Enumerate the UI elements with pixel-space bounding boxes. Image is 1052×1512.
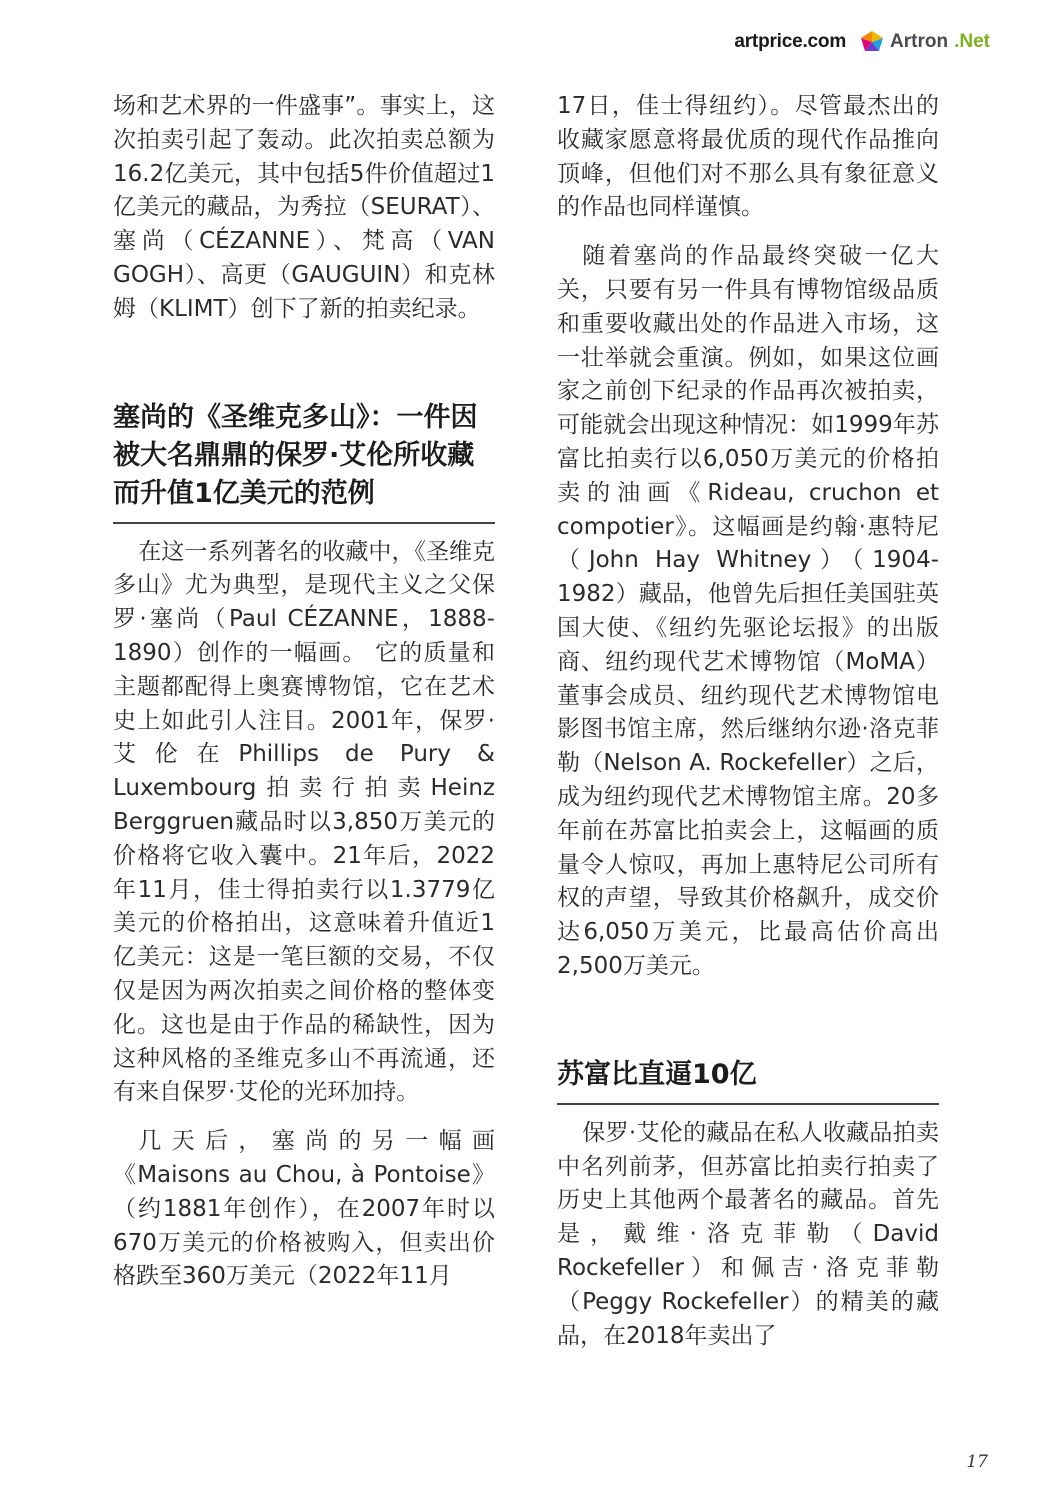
- right-column: [557, 90, 939, 1353]
- left-paragraph-1: 场和艺术界的一件盛事”。事实上，这次拍卖引起了轰动。此次拍卖总额为16.2亿美元，其中包括5件价值超过1亿美元的藏品，为秀拉（SEURAT）、塞尚（CÉZANNE）、梵高（VAN GOGH）、高更（GAUGUIN）和克林姆（KLIMT）创下了新的拍卖纪录。: [113, 93, 495, 322]
- header-logos: [734, 30, 990, 54]
- artron-logo: [860, 30, 990, 54]
- right-section-heading: 苏富比直逼10亿: [557, 1056, 939, 1105]
- artron-mark-icon: [860, 30, 884, 54]
- right-paragraph-2: 随着塞尚的作品最终突破一亿大关，只要有另一件具有博物馆级品质和重要收藏出处的作品进入市场，这一壮举就会重演。例如，如果这位画家之前创下纪录的作品再次被拍卖，可能就会出现这种情况：如1999年苏富比拍卖行以6,050万美元的价格拍卖的油画《Rideau, cruchon et compotier》。这幅画是约翰·惠特尼（John Hay Whitney）（1904-1982）藏品，他曾先后担任美国驻英国大使、《纽约先驱论坛报》的出版商、纽约现代艺术博物馆（MoMA）董事会成员、纽约现代艺术博物馆电影图书馆主席，然后继纳尔逊·洛克菲勒（Nelson A. Rockefeller）之后，成为纽约现代艺术博物馆主席。20多年前在苏富比拍卖会上，这幅画的质量令人惊叹，再加上惠特尼公司所有权的声望，导致其价格飙升，成交价达6,050万美元，比最高估价高出2,500万美元。: [557, 243, 939, 979]
- right-paragraph-1: 17日，佳士得纽约）。尽管最杰出的收藏家愿意将最优质的现代作品推向顶峰，但他们对不那么具有象征意义的作品也同样谨慎。: [557, 93, 939, 221]
- left-section-heading: 塞尚的《圣维克多山》：一件因被大名鼎鼎的保罗·艾伦所收藏而升值1亿美元的范例: [113, 399, 495, 524]
- artprice-logo: artprice.com: [734, 31, 847, 52]
- right-paragraph-3: 保罗·艾伦的藏品在私人收藏品拍卖中名列前茅，但苏富比拍卖行拍卖了历史上其他两个最著名的藏品。首先是，戴维·洛克菲勒（David Rockefeller）和佩吉·洛克菲勒（Peggy Rockefeller）的精美的藏品，在2018年卖出了: [557, 1119, 939, 1349]
- artron-net-wordmark: .Net: [954, 31, 990, 52]
- page-number: 17: [966, 1452, 988, 1472]
- left-paragraph-3: 几天后，塞尚的另一幅画《Maisons au Chou, à Pontoise》（约1881年创作），在2007年时以670万美元的价格被购入，但卖出价格跌至360万美元（2022年11月: [113, 1128, 495, 1290]
- artron-wordmark: Artron: [890, 31, 949, 52]
- left-paragraph-2: 在这一系列著名的收藏中，《圣维克多山》尤为典型，是现代主义之父保罗·塞尚（Paul CÉZANNE，1888-1890）创作的一幅画。 它的质量和主题都配得上奥赛博物馆，它在艺术史上如此引人注目。2001年，保罗·艾伦在Phillips de Pury & Luxembourg拍卖行拍卖Heinz Berggruen藏品时以3,850万美元的价格将它收入囊中。21年后，2022年11月，佳士得拍卖行以1.3779亿美元的价格拍出，这意味着升值近1亿美元：这是一笔巨额的交易，不仅仅是因为两次拍卖之间价格的整体变化。这也是由于作品的稀缺性，因为这种风格的圣维克多山不再流通，还有来自保罗·艾伦的光环加持。: [113, 538, 495, 1106]
- left-column: [113, 90, 495, 1294]
